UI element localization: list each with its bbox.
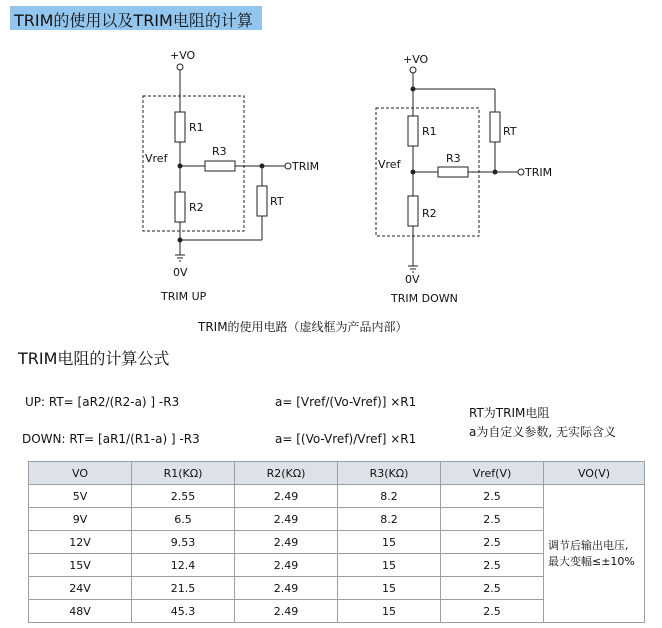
cell-vo: 5V [29,485,132,508]
cell-r3: 15 [338,577,441,600]
cell-r1: 21.5 [132,577,235,600]
cell-r2: 2.49 [235,485,338,508]
cell-vo: 12V [29,531,132,554]
up-zero-label: 0V [173,266,188,279]
up-formula: UP: RT= [aR2/(R2-a) ] -R3 [25,395,180,409]
cell-vref: 2.5 [441,508,544,531]
up-rt-resistor [257,186,267,216]
cell-vref: 2.5 [441,485,544,508]
cell-vref: 2.5 [441,577,544,600]
cell-vref: 2.5 [441,600,544,623]
spec-table [28,461,645,623]
col-r2: R2(KΩ) [235,462,338,485]
cell-r3: 15 [338,554,441,577]
remark-line-2: 最大变幅≤±10% [548,554,635,568]
up-trim-label: TRIM [292,160,320,173]
cell-r1: 2.55 [132,485,235,508]
up-r3-resistor [205,161,235,171]
up-r2-label: R2 [189,201,204,214]
col-r1: R1(KΩ) [132,462,235,485]
cell-r3: 8.2 [338,508,441,531]
cell-r2: 2.49 [235,600,338,623]
up-caption: TRIM UP [161,290,207,303]
down-a-formula: a= [(Vo-Vref)/Vref] ×R1 [275,432,417,446]
cell-r1: 12.4 [132,554,235,577]
down-r2-resistor [408,196,418,226]
down-formula: DOWN: RT= [aR1/(R1-a) ] -R3 [22,432,200,446]
page-title: TRIM的使用以及TRIM电阻的计算 [14,11,253,30]
down-r2-label: R2 [422,207,437,220]
cell-vo: 15V [29,554,132,577]
col-vref: Vref(V) [441,462,544,485]
cell-vo: 48V [29,600,132,623]
down-r3-label: R3 [446,152,461,165]
note-rt: RT为TRIM电阻 [469,406,550,420]
col-vo: VO [29,462,132,485]
up-r3-label: R3 [212,145,227,158]
remark-line-1: 调节后输出电压, [548,538,629,552]
cell-r1: 45.3 [132,600,235,623]
note-a: a为自定义参数, 无实际含义 [469,425,616,439]
cell-r3: 8.2 [338,485,441,508]
down-zero-label: 0V [405,273,420,286]
down-r1-resistor [408,116,418,146]
table-row [29,485,645,508]
down-vo-label: +VO [403,53,429,66]
up-a-formula: a= [Vref/(Vo-Vref)] ×R1 [275,395,417,409]
calc-heading: TRIM电阻的计算公式 [18,349,170,368]
diagram-caption: TRIM的使用电路（虚线框为产品内部） [198,320,408,334]
up-vref-label: Vref [145,152,168,165]
col-r3: R3(KΩ) [338,462,441,485]
up-r1-resistor [175,112,185,142]
cell-r2: 2.49 [235,554,338,577]
cell-vo: 24V [29,577,132,600]
cell-vref: 2.5 [441,554,544,577]
remark-cell [544,485,645,623]
down-vref-label: Vref [378,158,401,171]
down-rt-label: RT [503,125,517,138]
table-header-row [29,462,645,485]
col-vo-remark: VO(V) [544,462,645,485]
cell-vo: 9V [29,508,132,531]
down-r3-resistor [438,167,468,177]
down-r1-label: R1 [422,125,437,138]
up-vo-label: +VO [170,49,196,62]
cell-vref: 2.5 [441,531,544,554]
cell-r1: 9.53 [132,531,235,554]
cell-r2: 2.49 [235,577,338,600]
up-rt-label: RT [270,195,284,208]
down-trim-label: TRIM [525,166,553,179]
up-r1-label: R1 [189,121,204,134]
down-rt-resistor [490,112,500,142]
cell-r3: 15 [338,531,441,554]
cell-r3: 15 [338,600,441,623]
cell-r2: 2.49 [235,508,338,531]
cell-r2: 2.49 [235,531,338,554]
cell-r1: 6.5 [132,508,235,531]
down-caption: TRIM DOWN [391,292,458,305]
up-r2-resistor [175,192,185,222]
